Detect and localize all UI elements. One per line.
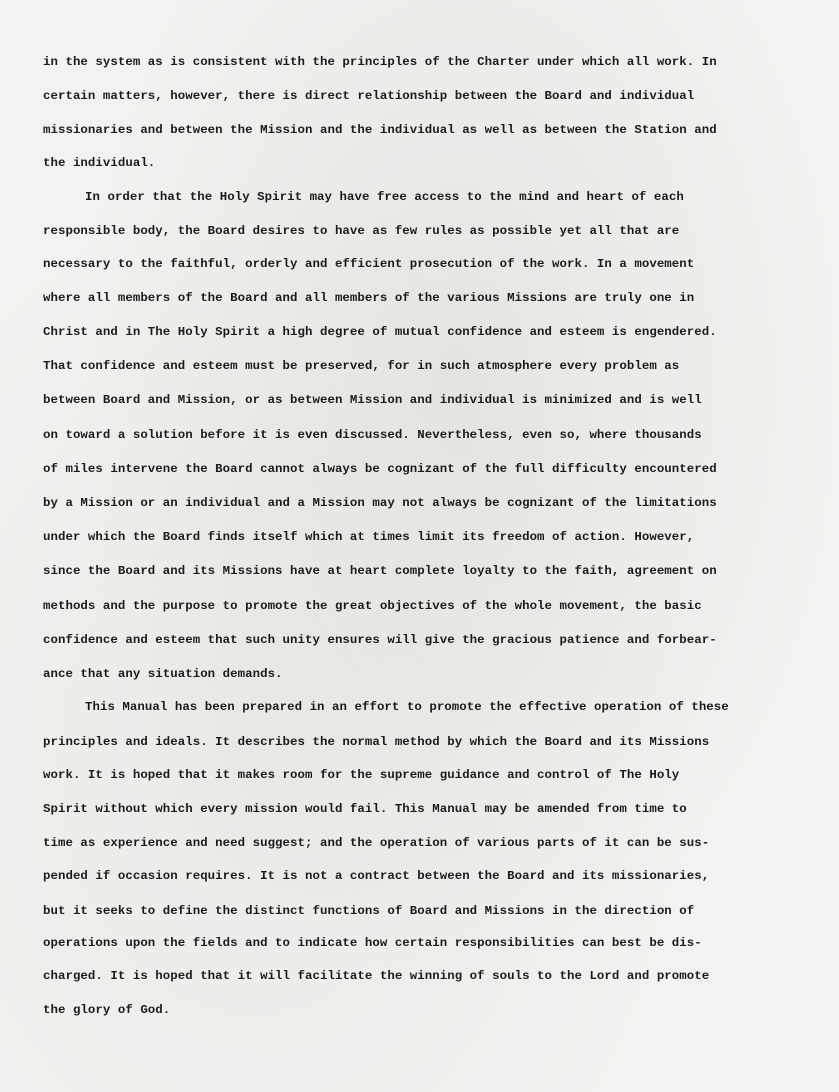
text-line: work. It is hoped that it makes room for the supreme guidance and control of The Holy [43, 768, 680, 782]
text-line: charged. It is hoped that it will facilitate the winning of souls to the Lord and promote [43, 969, 710, 983]
text-line: confidence and esteem that such unity ensures will give the gracious patience and forbear- [43, 633, 717, 647]
text-line: That confidence and esteem must be preserved, for in such atmosphere every problem as [43, 359, 680, 373]
text-line: This Manual has been prepared in an effort to promote the effective operation of these [85, 700, 729, 714]
text-line: in the system as is consistent with the principles of the Charter under which all work. In [43, 55, 717, 69]
text-line: where all members of the Board and all members of the various Missions are truly one in [43, 291, 695, 305]
text-line: certain matters, however, there is direct relationship between the Board and individual [43, 89, 695, 103]
text-line: of miles intervene the Board cannot always be cognizant of the full difficulty encountered [43, 462, 717, 476]
text-line: by a Mission or an individual and a Mission may not always be cognizant of the limitations [43, 496, 717, 510]
text-line: pended if occasion requires. It is not a contract between the Board and its missionaries, [43, 869, 710, 883]
text-line: responsible body, the Board desires to have as few rules as possible yet all that are [43, 224, 680, 238]
text-line: on toward a solution before it is even discussed. Nevertheless, even so, where thousands [43, 428, 702, 442]
text-line: Spirit without which every mission would fail. This Manual may be amended from time to [43, 802, 687, 816]
text-line: In order that the Holy Spirit may have free access to the mind and heart of each [85, 190, 684, 204]
text-line: necessary to the faithful, orderly and efficient prosecution of the work. In a movement [43, 257, 695, 271]
text-line: methods and the purpose to promote the great objectives of the whole movement, the basic [43, 599, 702, 613]
text-line: ance that any situation demands. [43, 667, 283, 681]
text-line: under which the Board finds itself which at times limit its freedom of action. However, [43, 530, 695, 544]
text-line: but it seeks to define the distinct functions of Board and Missions in the direction of [43, 904, 695, 918]
text-line: operations upon the fields and to indicate how certain responsibilities can best be dis- [43, 936, 702, 950]
text-line: since the Board and its Missions have at heart complete loyalty to the faith, agreement on [43, 564, 717, 578]
text-line: the individual. [43, 156, 156, 170]
text-line: Christ and in The Holy Spirit a high degree of mutual confidence and esteem is engendered. [43, 325, 717, 339]
text-line: the glory of God. [43, 1003, 171, 1017]
text-line: missionaries and between the Mission and the individual as well as between the Station and [43, 123, 717, 137]
text-line: between Board and Mission, or as between Mission and individual is minimized and is well [43, 393, 702, 407]
text-line: time as experience and need suggest; and the operation of various parts of it can be sus- [43, 836, 710, 850]
text-line: principles and ideals. It describes the normal method by which the Board and its Missions [43, 735, 710, 749]
